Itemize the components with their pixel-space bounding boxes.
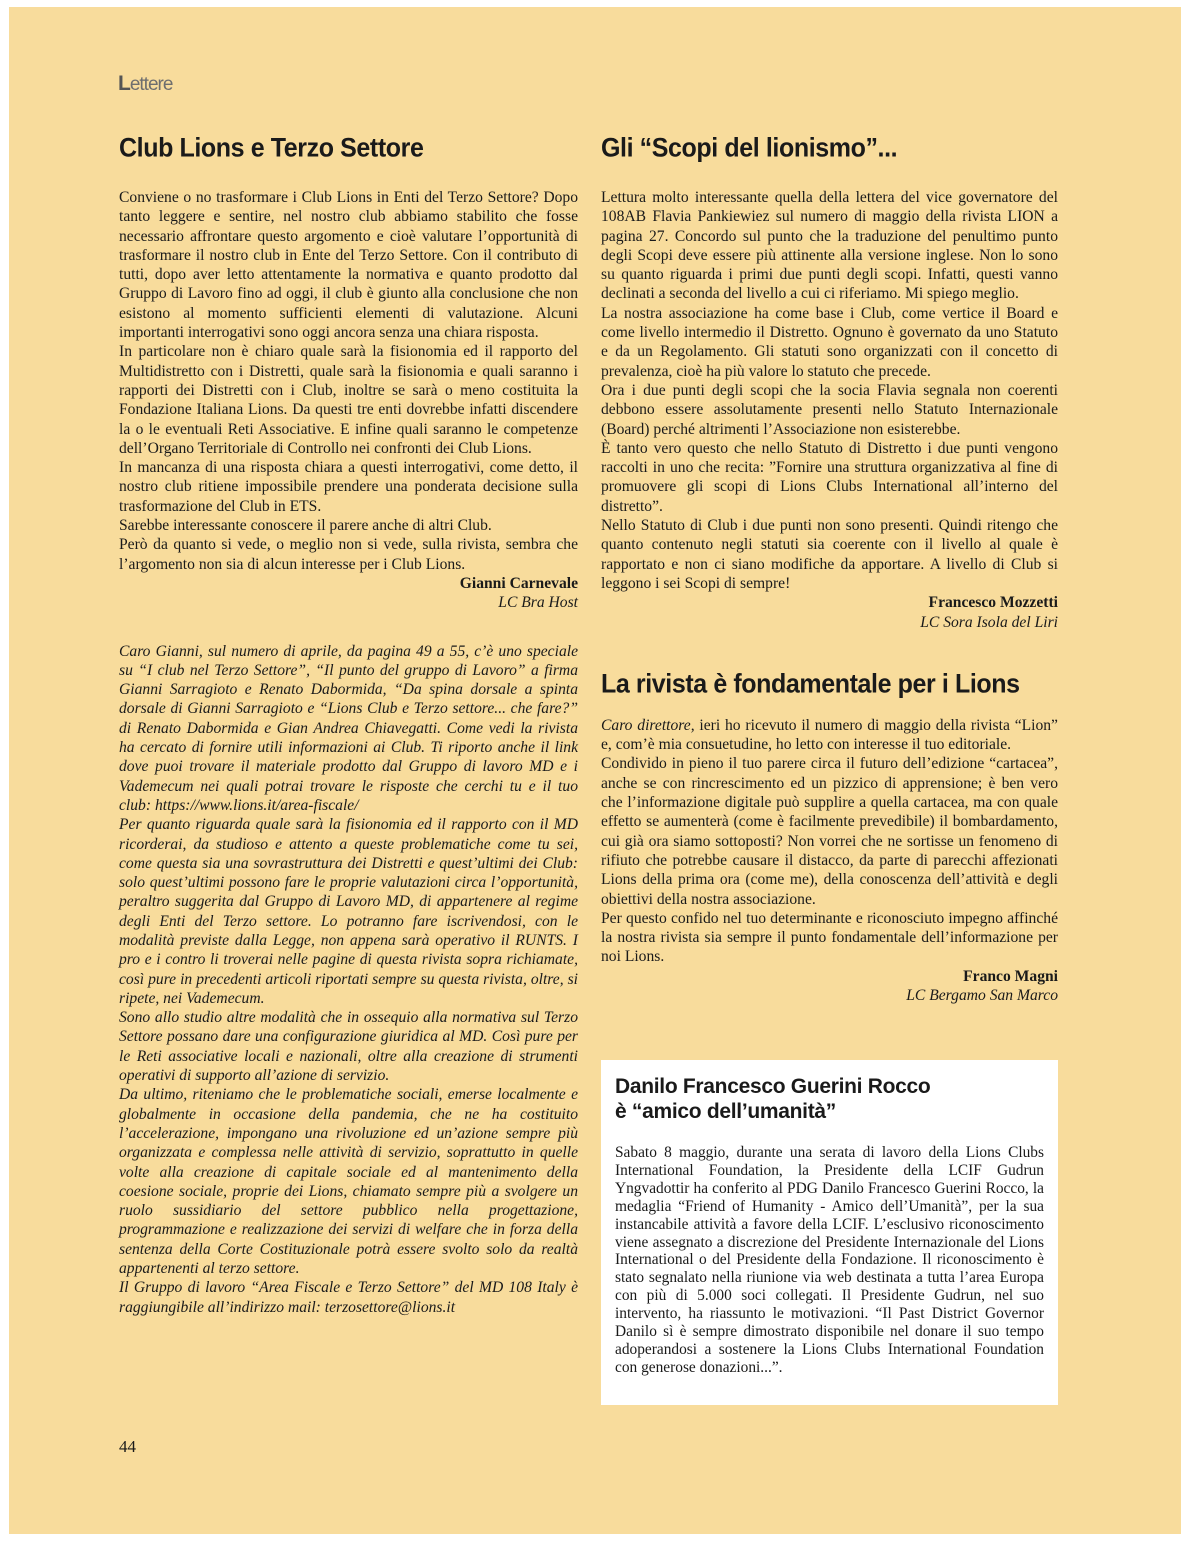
right-article1-title: Gli “Scopi del lionismo”... [601,133,898,163]
author-name: Gianni Carnevale [459,574,578,592]
paragraph: Nello Statuto di Club i due punti non sono presenti. Quindi ritengo che quanto contenuto negli statuti sia coerente con il livello al quale è rapportato e non ci siano modifiche da apportare. A livello di Club si leggono i sei Scopi di sempre! [601,517,1058,592]
salutation: Caro direttore, [601,716,695,734]
paragraph: Ora i due punti degli scopi che la socia Flavia segnala non coerenti debbono essere assolutamente presenti nello Statuto Internazionale (Board) perché altrimenti l’Associazione non esisterebbe. [601,381,1058,438]
page-number: 44 [119,1437,136,1456]
first-paragraph-text: ieri ho ricevuto il numero di maggio della rivista “Lion” e, com’è mia consuetudine, ho letto con interesse il tuo editoriale. [601,716,1058,754]
box-title-line2: è “amico dell’umanità” [615,1100,836,1123]
news-box [601,1060,1058,1405]
author-name: Franco Magni [963,967,1058,985]
paragraph: Lettura molto interessante quella della lettera del vice governatore del 108AB Flavia Pankiewiez sul numero di maggio della rivista LION a pagina 27. Concordo sul punto che la traduzione del penultimo punto degli Scopi deve essere più attinente alla versione inglese. Non lo sono su quanto riguarda i primi due punti degli scopi. Infatti, questi vanno declinati a seconda del livello a cui ci riferiamo. Mi spiego meglio. [601,189,1058,303]
box-body [615,1144,1044,1377]
section-label: Lettere [118,72,173,95]
paragraph: Condivido in pieno il tuo parere circa il futuro dell’edizione “cartacea”, anche se con rincrescimento ed un pizzico di apprensione; è ben vero che l’informazione digitale può supplire a quella cartacea, ma con quale effetto se aumenterà (come è facilmente prevedibile) il bombardamento, cui già ora siamo sottoposti? Non vorrei che ne sortisse un fenomeno di rifiuto che potrebbe causare il distacco, da parte di parecchi affezionati Lions della prima ora (come me), della conoscenza dell’attività e degli obiettivi della nostra associazione. [601,755,1058,908]
box-paragraph: Sabato 8 maggio, durante una serata di lavoro della Lions Clubs International Foundation, la Presidente della LCIF Gudrun Yngvadottir ha conferito al PDG Danilo Francesco Guerini Rocco, la medaglia “Friend of Humanity - Amico dell’Umanità”, per la sua instancabile attività a favore della LCIF. L’esclusivo riconoscimento viene assegnato a discrezione del Presidente Internazionale del Lions International o del Presidente della Fondazione. Il riconoscimento è stato segnalato nella riunione via web destinata a tutta l’area Europa con più di 5.000 soci collegati. Il Presidente Gudrun, nel suo intervento, ha riassunto le motivazioni. “Il Past District Governor Danilo sì è sempre dimostrato disponibile nel donare il suo tempo adoperandosi a sostenere la Lions Clubs International Foundation con generose donazioni...”. [615,1144,1044,1376]
right-article2-body [601,716,1058,1005]
right-article1-body [601,188,1058,632]
paragraph: Però da quanto si vede, o meglio non si vede, sulla rivista, sembra che l’argomento non sia di alcun interesse per i Club Lions. [119,536,578,573]
right-article2-title: La rivista è fondamentale per i Lions [601,668,1020,699]
left-column [119,133,578,1317]
paragraph: Da ultimo, riteniamo che le problematiche sociali, emerse localmente e globalmente in occasione della pandemia, che ne ha costituito l’accelerazione, impongano una rivoluzione ed un’azione sempre più organizzata e complessa nelle attività di servizio, soprattutto in quelle volte alla creazione di capitale sociale ed al mantenimento della coesione sociale, proprie dei Lions, chiamato sempre più a svolgere un ruolo sussidiario del settore pubblico nella progettazione, programmazione e realizzazione dei servizi di welfare che in forza della sentenza della Corte Costituzionale potrà essere svolto solo da realtà appartenenti al terzo settore. [119,1086,578,1278]
paragraph: Conviene o no trasformare i Club Lions in Enti del Terzo Settore? Dopo tanto leggere e sentire, nel nostro club abbiamo stabilito che fosse necessario affrontare questo argomento e cioè valutare l’opportunità di trasformare il nostro club in Ente del Terzo Settore. Con il contributo di tutti, dopo aver letto attentamente la normativa e quanto prodotto dal Gruppo di Lavoro fino ad oggi, il club è giunto alla conclusione che non esistono al momento sufficienti elementi di valutazione. Alcuni importanti interrogativi sono oggi ancora senza una chiara risposta. [119,189,578,342]
paragraph: In mancanza di una risposta chiara a questi interrogativi, come detto, il nostro club ritiene impossibile prendere una ponderata decisione sulla trasformazione del Club in ETS. [119,459,578,515]
left-article-title: Club Lions e Terzo Settore [119,133,424,163]
box-title [615,1074,1044,1124]
paragraph: La nostra associazione ha come base i Club, come vertice il Board e come livello intermedio il Distretto. Ognuno è governato da uno Statuto e da un Regolamento. Gli statuti sono organizzati con il concetto di prevalenza, cioè ha più valore lo statuto che precede. [601,304,1058,380]
paragraph: Sarebbe interessante conoscere il parere anche di altri Club. [119,517,492,535]
paragraph: Sono allo studio altre modalità che in ossequio alla normativa sul Terzo Settore possano dare una configurazione giuridica al MD. Così pure per le Reti associative locali e nazionali, oltre alla creazione di strumenti operativi di supporto all’azione di servizio. [119,1009,578,1085]
paragraph [601,716,1058,755]
right-column [601,133,1058,1005]
paragraph: Per quanto riguarda quale sarà la fisionomia ed il rapporto con il MD ricorderai, da studioso e attento a queste problematiche come tu sei, come questa sia una sovrastruttura dei Distretti e quest’ultimi dei Club: solo quest’ultimi possono fare le proprie valutazioni circa l’opportunità, peraltro suggerita dal Gruppo di Lavoro MD, di appartenere al regime degli Enti del Terzo settore. Lo potranno fare iscrivendosi, con le modalità previste dalla Legge, non appena sarà operativo il RUNTS. I pro e i contro li troverai nelle pagine di questa rivista sopra richiamate, così pure in precedenti articoli riportati sempre su questa rivista, oltre, si ripete, nei Vademecum. [119,816,578,1007]
author-club: LC Bra Host [498,594,578,612]
left-article-body [119,188,578,613]
author-club: LC Bergamo San Marco [906,986,1058,1004]
author-name: Francesco Mozzetti [928,594,1058,612]
paragraph: È tanto vero questo che nello Statuto di Distretto i due punti vengono raccolti in uno che recita: ”Fornire una struttura organizzativa al fine di promuovere gli scopi di Lions Clubs International all’interno del distretto”. [601,439,1058,515]
editor-reply [119,642,578,1317]
paragraph: Caro Gianni, sul numero di aprile, da pagina 49 a 55, c’è uno speciale su “I club nel Terzo Settore”, “Il punto del gruppo di Lavoro” a firma Gianni Sarragioto e Renato Dabormida, “Da spina dorsale a spinta dorsale di Gianni Sarragioto e “Lions Club e Terzo settore... che fare?” di Renato Dabormida e Gian Andrea Chiavegatti. Come vedi la rivista ha cercato di fornire utili informazioni ai Club. Ti riporto anche il link dove puoi trovare il materiale prodotto dal Gruppo di lavoro MD e i Vademecum nei quali potrai trovare le risposte che cerchi tu e il tuo club: https://www.lions.it/area-fiscale/ [119,642,578,814]
paragraph: Per questo confido nel tuo determinante e riconosciuto impegno affinché la nostra rivista sia sempre il punto fondamentale dell’informazione per noi Lions. [601,909,1058,966]
paragraph: In particolare non è chiaro quale sarà la fisionomia ed il rapporto del Multidistretto con i Distretti, quale sarà la fisionomia e quali saranno i rapporti dei Distretti con i Club, inoltre se sarà o meno costituita la Fondazione Italiana Lions. Da questi tre enti dovrebbe infatti discendere la o le eventuali Reti Associative. E infine quali saranno le competenze dell’Organo Territoriale di Controllo nei confronti dei Club Lions. [119,343,578,457]
paragraph: Il Gruppo di lavoro “Area Fiscale e Terzo Settore” del MD 108 Italy è raggiungibile all’indirizzo mail: terzosettore@lions.it [119,1279,578,1316]
author-club: LC Sora Isola del Liri [920,613,1058,631]
box-title-line1: Danilo Francesco Guerini Rocco [615,1075,931,1098]
